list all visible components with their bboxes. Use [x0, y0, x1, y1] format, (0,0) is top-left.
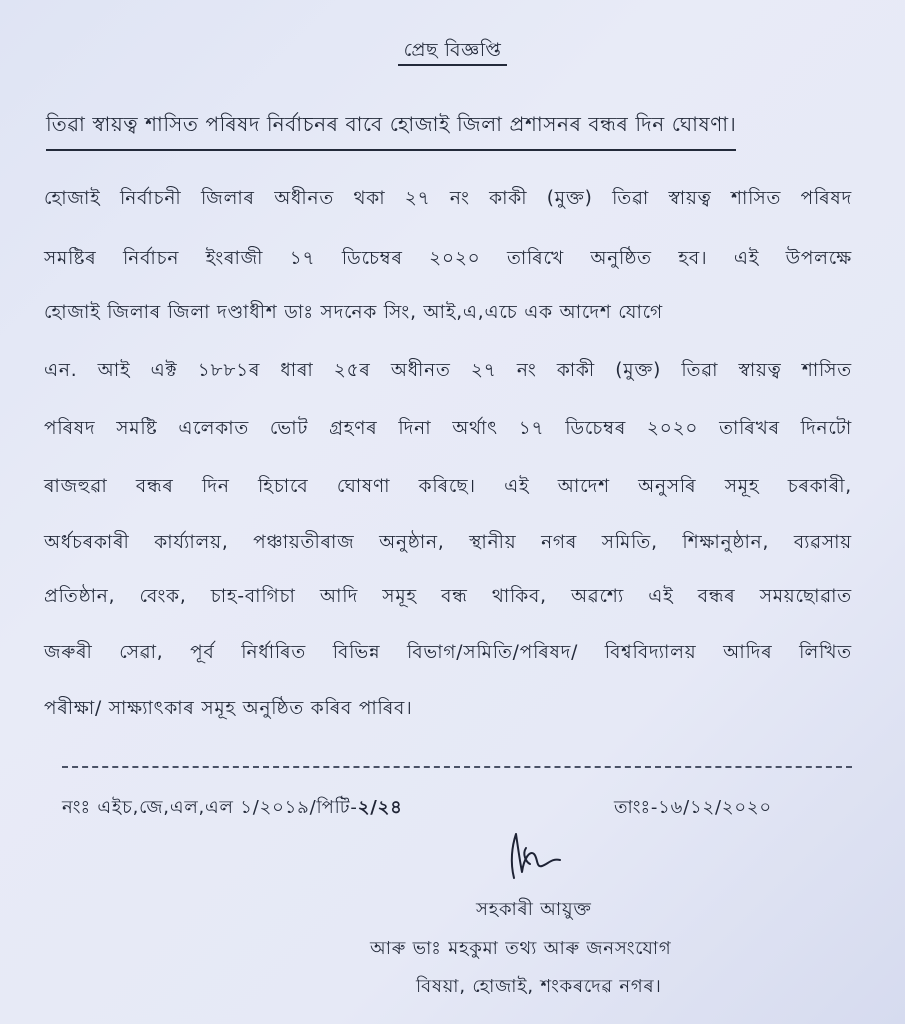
signatory-office: আৰু ভাঃ মহকুমা তথ্য আৰু জনসংযোগ [370, 938, 672, 959]
signature-mark [500, 828, 572, 884]
body-line: এন. আই এক্ট ১৮৮১ৰ ধাৰা ২৫ৰ অধীনত ২৭ নং কাকী (মুক্ত) তিৱা স্বায়ত্ব শাসিত [44, 360, 852, 381]
body-line: সমষ্টিৰ নিৰ্বাচন ইংৰাজী ১৭ ডিচেম্বৰ ২০২০ তাৰিখে অনুষ্ঠিত হব। এই উপলক্ষে [44, 248, 852, 269]
notice-subject: তিৱা স্বায়ত্ব শাসিত পৰিষদ নিৰ্বাচনৰ বাবে হোজাই জিলা প্ৰশাসনৰ বন্ধৰ দিন ঘোষণা। [46, 110, 736, 151]
signatory-location: বিষয়া, হোজাই, শংকৰদেৱ নগৰ। [416, 976, 662, 997]
body-line: হোজাই নিৰ্বাচনী জিলাৰ অধীনত থকা ২৭ নং কাকী (মুক্ত) তিৱা স্বায়ত্ব শাসিত পৰিষদ [44, 188, 852, 209]
body-line: ৰাজহুৱা বন্ধৰ দিন হিচাবে ঘোষণা কৰিছে। এই আদেশ অনুসৰি সমূহ চৰকাৰী, [44, 476, 852, 497]
body-line: অৰ্ধচৰকাৰী কাৰ্য্যালয়, পঞ্চায়তীৰাজ অনুষ্ঠান, স্থানীয় নগৰ সমিতি, শিক্ষানুষ্ঠান, ব্যৱসায় [44, 532, 852, 553]
dashed-divider [62, 766, 852, 768]
reference-number [62, 793, 403, 824]
body-line: পৰীক্ষা/ সাক্ষ্যাৎকাৰ সমূহ অনুষ্ঠিত কৰিব পাৰিব। [44, 698, 413, 719]
reference-prefix: নংঃ এইচ,জে,এল,এল ১/২০১৯/পিটি- [62, 797, 358, 818]
signatory-title: সহকাৰী আয়ুক্ত [476, 899, 592, 920]
body-line: পৰিষদ সমষ্টি এলেকাত ভোট গ্ৰহণৰ দিনা অৰ্থাৎ ১৭ ডিচেম্বৰ ২০২০ তাৰিখৰ দিনটো [44, 418, 852, 439]
notice-heading [0, 36, 905, 68]
body-line: প্ৰতিষ্ঠান, বেংক, চাহ-বাগিচা আদি সমূহ বন্ধ থাকিব, অৱশ্যে এই বন্ধৰ সময়ছোৱাত [44, 586, 852, 607]
notice-heading-text: প্ৰেছ বিজ্ঞপ্তি [398, 39, 508, 66]
reference-handwritten-number: ২/২৪ [357, 797, 403, 818]
body-line: হোজাই জিলাৰ জিলা দণ্ডাধীশ ডাঃ সদনেক সিং, আই,এ,এচে এক আদেশ যোগে [44, 302, 663, 323]
notice-date: তাংঃ-১৬/১২/২০২০ [614, 797, 772, 818]
body-line: জৰুৰী সেৱা, পূৰ্ব নিৰ্ধাৰিত বিভিন্ন বিভাগ/সমিতি/পৰিষদ/ বিশ্ববিদ্যালয় আদিৰ লিখিত [44, 642, 852, 663]
